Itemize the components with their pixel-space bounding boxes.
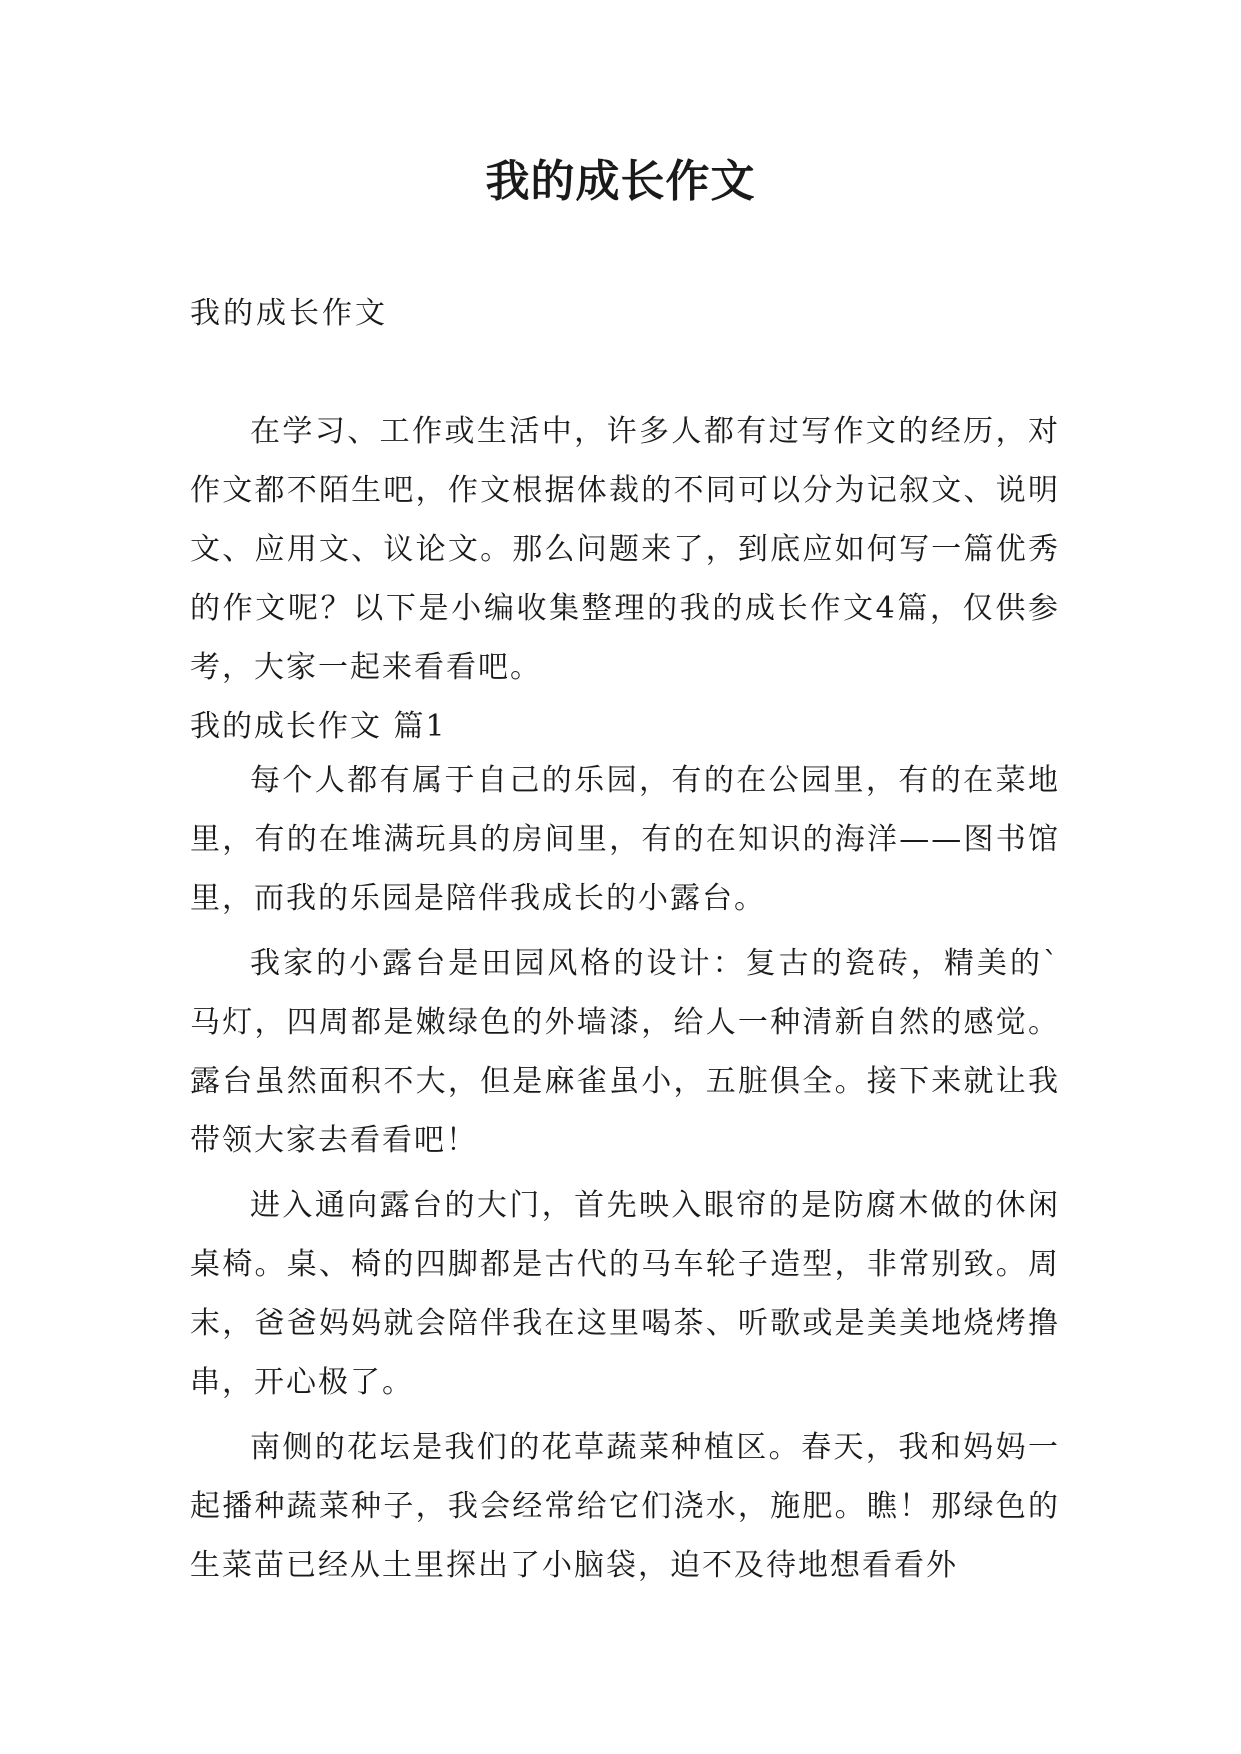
document-subtitle: 我的成长作文: [190, 296, 388, 331]
section-heading: 我的成长作文 篇1: [190, 709, 447, 744]
document-body: [190, 402, 1060, 1601]
body-paragraph-2: 我家的小露台是田园风格的设计：复古的瓷砖，精美的`马灯，四周都是嫩绿色的外墙漆，给人一种清新自然的感觉。露台虽然面积不大，但是麻雀虽小，五脏俱全。接下来就让我带领大家去看看吧！: [190, 946, 1060, 1158]
intro-paragraph: 在学习、工作或生活中，许多人都有过写作文的经历，对作文都不陌生吧，作文根据体裁的不同可以分为记叙文、说明文、应用文、议论文。那么问题来了，到底应如何写一篇优秀的作文呢？以下是小编收集整理的我的成长作文4篇，仅供参考，大家一起来看看吧。: [190, 414, 1060, 685]
body-paragraph-3: 进入通向露台的大门，首先映入眼帘的是防腐木做的休闲桌椅。桌、椅的四脚都是古代的马车轮子造型，非常别致。周末，爸爸妈妈就会陪伴我在这里喝茶、听歌或是美美地烧烤撸串，开心极了。: [190, 1188, 1060, 1400]
document-title: 我的成长作文: [485, 156, 756, 207]
body-paragraph-4: 南侧的花坛是我们的花草蔬菜种植区。春天，我和妈妈一起播种蔬菜种子，我会经常给它们浇水，施肥。瞧！那绿色的生菜苗已经从土里探出了小脑袋，迫不及待地想看看外: [190, 1430, 1060, 1583]
body-paragraph-1: 每个人都有属于自己的乐园，有的在公园里，有的在菜地里，有的在堆满玩具的房间里，有的在知识的海洋——图书馆里，而我的乐园是陪伴我成长的小露台。: [190, 763, 1060, 916]
